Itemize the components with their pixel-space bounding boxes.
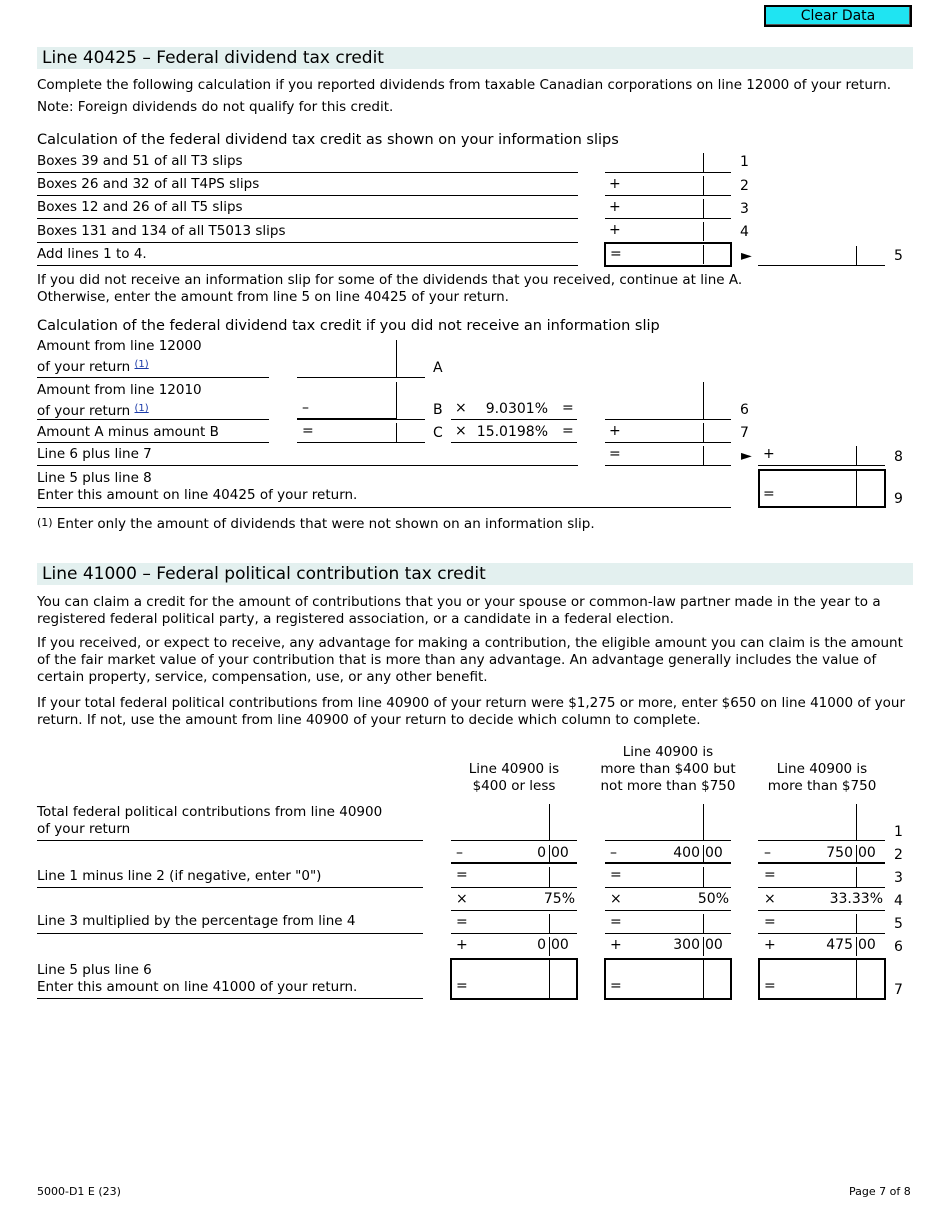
row-9-label-1: Line 5 plus line 8: [37, 470, 152, 486]
s2-line-number-3: 3: [894, 870, 903, 886]
row-b-label-2: of your return $^{(1)}$: [37, 403, 149, 419]
para-1a: You can claim a credit for the amount of contributions that you or your spouse or common-law partner made in the year to a: [37, 594, 881, 610]
times-symbol: ×: [455, 400, 467, 416]
line-number-7: 7: [740, 425, 749, 441]
s2-row-3-label: Line 1 minus line 2 (if negative, enter "0"): [37, 868, 322, 884]
s2-row-7-label-2: Enter this amount on line 41000 of your return.: [37, 979, 358, 995]
section-heading-40425: [37, 47, 913, 69]
row-label-4: Boxes 131 and 134 of all T5013 slips: [37, 223, 286, 239]
s2-line-number-2: 2: [894, 847, 903, 863]
para-1b: registered federal political party, a registered association, or a candidate in a federal election.: [37, 611, 674, 627]
para-3a: If your total federal political contributions from line 40900 of your return were $1,275 or more, enter $650 on line 41000 of your: [37, 695, 905, 711]
section-heading-41000: [37, 563, 913, 585]
s2-line-number-6: 6: [894, 939, 903, 955]
row-label-1: Boxes 39 and 51 of all T3 slips: [37, 153, 243, 169]
line-number-3: 3: [740, 201, 749, 217]
letter-a: A: [433, 360, 443, 376]
line-number-4: 4: [740, 224, 749, 240]
s2-line-number-5: 5: [894, 916, 903, 932]
para-2c: certain property, service, compensation, use, or any other benefit.: [37, 669, 488, 685]
para-3b: return. If not, use the amount from line 40900 of your return to decide which column to complete.: [37, 712, 701, 728]
s2-row-5-label: Line 3 multiplied by the percentage from line 4: [37, 913, 356, 929]
col-head-3: Line 40900 is more than $750: [767, 761, 877, 794]
rate-b: 9.0301%: [485, 401, 548, 417]
row-8-label: Line 6 plus line 7: [37, 446, 152, 462]
line-number-2: 2: [740, 178, 749, 194]
after-text-2: Otherwise, enter the amount from line 5 on line 40425 of your return.: [37, 289, 509, 305]
subheading-slips: Calculation of the federal dividend tax credit as shown on your information slips: [37, 132, 619, 148]
clear-data-button[interactable]: Clear Data: [764, 5, 912, 27]
note-text: Note: Foreign dividends do not qualify for this credit.: [37, 99, 394, 115]
letter-c: C: [433, 425, 443, 441]
row-label-3: Boxes 12 and 26 of all T5 slips: [37, 199, 243, 215]
row-a-label-2: of your return $^{(1)}$: [37, 359, 149, 375]
line-number-8: 8: [894, 449, 903, 465]
arrow-icon: ►: [741, 448, 752, 464]
intro-text: Complete the following calculation if you reported dividends from taxable Canadian corporations on line 12000 of your return.: [37, 77, 892, 93]
footnote-ref[interactable]: (1): [134, 403, 149, 414]
line-number-5: 5: [894, 248, 903, 264]
s2-row-1-label-1: Total federal political contributions from line 40900: [37, 804, 383, 820]
equals-symbol: =: [562, 423, 574, 439]
row-b-label-1: Amount from line 12010: [37, 382, 202, 398]
para-2a: If you received, or expect to receive, any advantage for making a contribution, the eligible amount you can claim is the amount: [37, 635, 903, 651]
row-c-label: Amount A minus amount B: [37, 424, 219, 440]
section-heading-text: Line 41000 – Federal political contribution tax credit: [42, 564, 486, 584]
row-label-5: Add lines 1 to 4.: [37, 246, 147, 262]
line-number-6: 6: [740, 402, 749, 418]
row-9-label-2: Enter this amount on line 40425 of your return.: [37, 487, 358, 503]
letter-b: B: [433, 402, 443, 418]
para-2b: of the fair market value of your contribution that is more than any advantage. An advantage generally includes the value of: [37, 652, 877, 668]
section-heading-text: Line 40425 – Federal dividend tax credit: [42, 48, 384, 68]
row-label-2: Boxes 26 and 32 of all T4PS slips: [37, 176, 260, 192]
rate-c: 15.0198%: [476, 424, 548, 440]
row-a-label-1: Amount from line 12000: [37, 338, 202, 354]
col-head-2: Line 40900 is more than $400 but not more than $750: [600, 744, 736, 794]
page-number: Page 7 of 8: [849, 1185, 911, 1198]
footnote: (1) Enter only the amount of dividends that were not shown on an information slip.: [37, 516, 595, 532]
s2-row-1-label-2: of your return: [37, 821, 131, 837]
s2-line-number-4: 4: [894, 893, 903, 909]
equals-symbol: =: [562, 400, 574, 416]
line-number-1: 1: [740, 154, 749, 170]
line-number-9: 9: [894, 491, 903, 507]
form-id: 5000-D1 E (23): [37, 1185, 121, 1198]
s2-line-number-7: 7: [894, 982, 903, 998]
footnote-ref[interactable]: (1): [134, 359, 149, 370]
s2-row-7-label-1: Line 5 plus line 6: [37, 962, 152, 978]
subheading-no-slip: Calculation of the federal dividend tax credit if you did not receive an information slip: [37, 318, 660, 334]
after-text-1: If you did not receive an information slip for some of the dividends that you received, continue at line A.: [37, 272, 743, 288]
arrow-icon: ►: [741, 248, 752, 264]
times-symbol: ×: [455, 423, 467, 439]
col-head-1: Line 40900 is $400 or less: [468, 761, 560, 794]
s2-line-number-1: 1: [894, 824, 903, 840]
